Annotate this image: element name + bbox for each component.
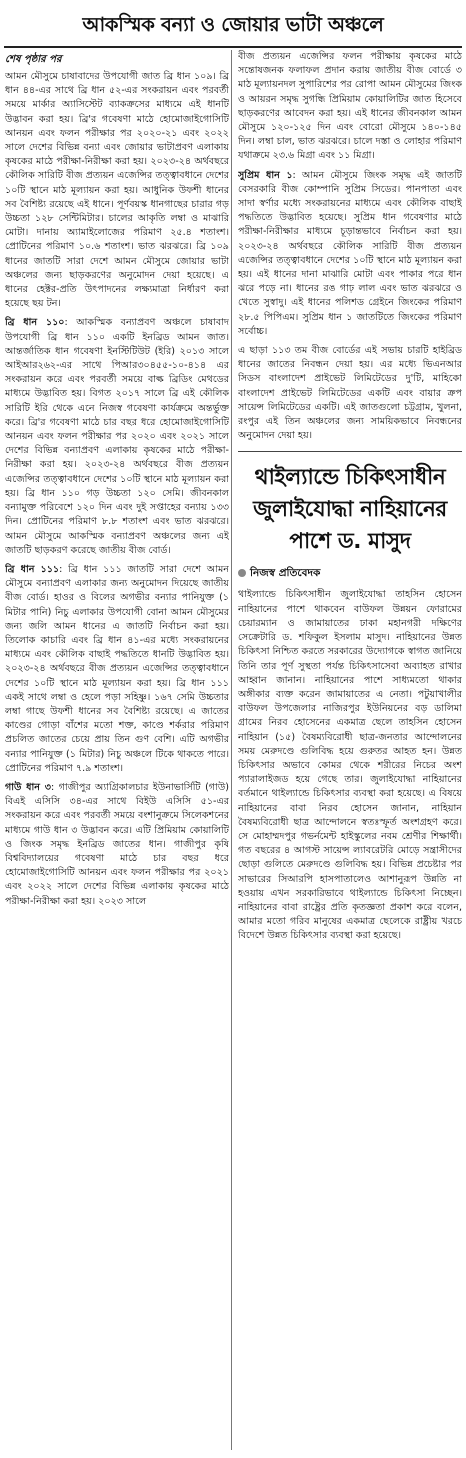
left-column <box>5 50 229 1454</box>
paragraph-gau-3 <box>5 781 229 909</box>
paragraph-gau-3-continued: বীজ প্রত্যয়ন এজেন্সির ফলন পরীক্ষায় কৃষকের মাঠে সন্তোষজনক ফলাফল প্রদান করায় জাতীয় বীজ বোর্ডে ৩ মাঠ মূল্যায়নদল সুপারিশের পর রোপা আমন মৌসুমের জিংক ও আয়রন সমৃদ্ধ সুগন্ধি প্রিমিয়াম কোয়ালিটির জাত হিসেবে ছাড়করণের আবেদন করা হয়। এই ধানের জীবনকাল আমন মৌসুমে ১২০-১২৫ দিন এবং বোরো মৌসুমে ১৪০-১৪৫ দিন। লম্বা চাল, ভাত ঝরঝরে। চালে দস্তা ও লোহার পরিমাণ যথাক্রমে ২৩.৬ মিগ্রা এবং ১১ মিগ্রা। <box>238 51 462 162</box>
paragraph-supreme-1-text: : আমন মৌসুমে জিংক সমৃদ্ধ এই জাতটি বেসরকারি বীজ কোম্পানি সুপ্রিম সিডের। পানপাতা এবং সাদা স্বর্ণার মধ্যে সংকরায়নের মাধ্যমে এবং কৌলিক বাছাই পদ্ধতিতে উদ্ভাবিত হয়েছে। সুপ্রিম ধান গবেষণার মাঠে পরীক্ষা-নিরীক্ষার মাধ্যমে চূড়ান্তভাবে নির্বাচন করা হয়। ২০২৩-২৪ অর্থবছরে কৌলিক সারিটি বীজ প্রত্যয়ন এজেন্সির তত্ত্বাবধানে দেশের ১০টি স্থানে মাঠ মূল্যায়ন করা হয়। এই ধানের দানা মাঝারি মোটা এবং পাকার পরে ধান ঝরে পড়ে না। ধানের রঙ গাঢ় লাল এবং ভাত ঝরঝরে ও খেতে সুস্বাদু। এই ধানের পলিশড গ্রেইনে জিংকের পরিমাণ ২৮.৫ পিপিএম। সুপ্রিম ধান ১ জাতটিতে জিংকের পরিমাণ সর্বোচ্চ। <box>238 169 462 337</box>
story-separator <box>238 451 462 452</box>
story-headline: থাইল্যান্ডে চিকিৎসাধীন জুলাইযোদ্ধা নাহিয়ানের পাশে ড. মাসুদ <box>253 465 447 555</box>
subhead-bri-110: ব্রি ধান ১১০ <box>5 317 65 329</box>
article-headline: আকস্মিক বন্যা ও জোয়ার ভাটা অঞ্চলে <box>4 4 462 48</box>
paragraph-supreme-1 <box>238 169 462 339</box>
paragraph-hybrid-registration: এ ছাড়া ১১৩ তম বীজ বোর্ডের এই সভায় চারটি হাইব্রিড ধানের জাতের নিবন্ধন দেয়া হয়। এর মধ্যে ভিএনআর সিডস বাংলাদেশ প্রাইভেট লিমিটেডের দু'টি, মাহিকো বাংলাদেশ প্রাইভেট লিমিটেডের একটি এবং বায়ার ক্রপ সায়েন্স লিমিটেডের একটি। এই জাতগুলো চট্টগ্রাম, খুলনা, রংপুর এই তিন অঞ্চলের জন্য সাময়িকভাবে নিবন্ধনের অনুমোদন দেয়া হয়। <box>238 345 462 442</box>
subhead-supreme-1: সুপ্রিম ধান ১ <box>238 169 293 181</box>
paragraph-bri-110-text: : আকস্মিক বন্যাপ্রবণ অঞ্চলে চাষাবাদ উপযোগী ব্রি ধান ১১০ একটি ইনব্রিড আমন জাত। আন্তর্জাতিক ধান গবেষণা ইনস্টিটিউট (ইরি) ২০১৩ সালে আইআর২৬২-এর সাথে পিআর৩০৪৫৫-১০-৪১৪ এর সংকরায়ন করে এবং পরবর্তী সময়ে বাল্ক ব্রিডিং মেথডের মাধ্যমে উদ্ভাবিত হয়। বিগত ২০১৭ সালে ব্রি এই কৌলিক সারিটি ইরি থেকে এনে নিজস্ব গবেষণা কার্যক্রমে অন্তর্ভুক্ত করে। ব্রি'র গবেষণা মাঠে চার বছর ধরে হোমোজাইগোসিটি আনয়ন এবং ফলন পরীক্ষার পর ২০২০ এবং ২০২১ সালে দেশের বিভিন্ন বন্যাপ্রবণ এলাকায় কৃষকের মাঠে পরীক্ষা-নিরীক্ষা করা হয়। ২০২৩-২৪ অর্থবছরে বীজ প্রত্যয়ন এজেন্সির তত্ত্বাবধানে দেশের ১০টি স্থানে মাঠ মূল্যায়ন করা হয়। ব্রি ধান ১১০ গড় উচ্চতা ১২০ সেমি। জীবনকাল বন্যামুক্ত পরিবেশে ১২০ দিন এবং দুই সপ্তাহের বন্যায় ১৩৩ দিন। প্রোটিনের পরিমাণ ৮.৮ শতাংশ এবং ভাত ঝরঝরে। আমন মৌসুমে আকস্মিক বন্যাপ্রবণ অঞ্চলের জন্য এই জাতটি ছাড়করণ করেছে জাতীয় বীজ বোর্ড। <box>5 317 229 556</box>
bullet-icon <box>238 569 246 577</box>
story-body: থাইল্যান্ডে চিকিৎসাধীন জুলাইযোদ্ধা তাহসিন হোসেন নাহিয়ানের পাশে থাকবেন বাউফল উন্নয়ন ফোরামের চেয়ারম্যান ও জামায়াতের ঢাকা মহানগরী দক্ষিণের সেক্রেটারি ড. শফিকুল ইসলাম মাসুদ। নাহিয়ানের উন্নত চিকিৎসা নিশ্চিত করতে সরকারের উদ্যোগকে স্বাগত জানিয়ে তিনি তার পূর্ণ সুস্থতা পর্যন্ত চিকিৎসাসেবা অব্যাহত রাখার আহ্বান জানান। নাহিয়ানের পাশে সাধ্যমতো থাকার অঙ্গীকার ব্যক্ত করেন জামায়াতের এ নেতা। পটুয়াখালীর বাউফল উপজেলার নাজিরপুর ইউনিয়নের বড় ডালিমা গ্রামের নিরব হোসেনের একমাত্র ছেলে তাহসিন হোসেন নাহিয়ান (১৫) বৈষম্যবিরোধী ছাত্র-জনতার আন্দোলনের সময় মেরুদণ্ডে গুলিবিদ্ধ হয়ে গুরুতর আহত হন। উন্নত চিকিৎসার অভাবে কোমর থেকে শরীরের নিচের অংশ প্যারালাইজড হয়ে গেছে তার। জুলাইযোদ্ধা নাহিয়ানের বর্তমানে থাইল্যান্ডে চিকিৎসার ব্যবস্থা করা হয়েছে। এ বিষয়ে নাহিয়ানের বাবা নিরব হোসেন জানান, নাহিয়ান বৈষম্যবিরোধী ছাত্র আন্দোলনে স্বতঃস্ফূর্ত অংশগ্রহণ করে। সে মোহাম্মদপুর গভর্নমেন্ট হাইস্কুলের নবম শ্রেণীর শিক্ষার্থী। গত বছরের ৪ আগস্ট সায়েন্স ল্যাবরেটরি মোড়ে সন্ত্রাসীদের ছোড়া গুলিতে মেরুদণ্ডে গুলিবিদ্ধ হয়। বিভিন্ন প্রচেষ্টার পর সাভারের সিআরপি হাসপাতালেও আশানুরূপ উন্নতি না হওয়ায় এখন সরকারিভাবে থাইল্যান্ডে চিকিৎসা নিচ্ছেন। নাহিয়ানের বাবা রাষ্ট্রের প্রতি কৃতজ্ঞতা প্রকাশ করে বলেন, আমার মতো গরিব মানুষের একমাত্র ছেলেকে রাষ্ট্রীয় খরচে বিদেশে উন্নত চিকিৎসার ব্যবস্থা করা হয়েছে। <box>238 589 462 942</box>
paragraph-bri-110 <box>5 316 229 557</box>
subhead-gau-3: গাউ ধান ৩ <box>5 781 51 793</box>
paragraph-bri-111 <box>5 563 229 776</box>
column-divider <box>231 50 232 1450</box>
subhead-bri-111: ব্রি ধান ১১১ <box>5 563 60 575</box>
right-column <box>238 50 462 1454</box>
byline <box>238 564 462 582</box>
continued-label: শেষ পৃষ্ঠার পর <box>5 54 62 65</box>
paragraph-bri-111-text: : ব্রি ধান ১১১ জাতটি সারা দেশে আমন মৌসুমে বন্যাপ্রবণ এলাকার জন্য অনুমোদন দিয়েছে জাতীয় বীজ বোর্ড। হাওর ও বিলের অগভীর বন্যার পানিযুক্ত (১ মিটার পানি) নিচু এলাকার উপযোগী বোনা আমন মৌসুমের জন্য জলি আমন ধানের এ জাতটি নির্বাচন করা হয়। তিলোক কাচারি এবং ব্রি ধান ৪১-এর মধ্যে সংকরায়নের মাধ্যমে এবং কৌলিক বাছাই পদ্ধতিতে ধানটি উদ্ভাবিত হয়। ২০২৩-২৪ অর্থবছরে বীজ প্রত্যয়ন এজেন্সির তত্ত্বাবধানে দেশের ১০টি স্থানে মাঠ মূল্যায়ন করা হয়। ব্রি ধান ১১১ একই সাথে লম্বা ও হেলে পড়া সহিষ্ণু। ১৬৭ সেমি উচ্চতার লম্বা গাছে উফশী ধানের সব বৈশিষ্ট্য রয়েছে। এ জাতের কাণ্ডের গোড়া বাঁশের মতো শক্ত, কাণ্ডে শর্করার পরিমাণ প্রচলিত জাতের চেয়ে প্রায় তিন গুণ বেশি। এটি অগভীর বন্যার পানিযুক্ত (১ মিটার) নিচু অঞ্চলে টিকে থাকতে পারে। প্রোটিনের পরিমাণ ৭.৯ শতাংশ। <box>5 563 229 774</box>
paragraph-bri-109: আমন মৌসুমে চাষাবাদের উপযোগী জাত ব্রি ধান ১০৯। ব্রি ধান ৪৪-এর সাথে ব্রি ধান ৫২-এর সংকরায়ন এবং পরবর্তী সময়ে মার্কার অ্যাসিস্টেট ব্যাকক্রসের মাধ্যমে এই ধানটি উদ্ভাবন করা হয়। ব্রি'র গবেষণা মাঠে হোমোজাইগোসিটি আনয়ন এবং ফলন পরীক্ষার পর ২০২০-২১ এবং ২০২২ সালে দেশের বিভিন্ন বন্যা এবং জোয়ার ভাটাপ্রবণ এলাকায় কৃষকের মাঠে পরীক্ষা-নিরীক্ষা করা হয়। ২০২৩-২৪ অর্থবছরে কৌলিক সারিটি বীজ প্রত্যয়ন এজেন্সির তত্ত্বাবধানে দেশের ১০টি স্থানে মাঠ মূল্যায়ন করা হয়। আধুনিক উফশী ধানের সব বৈশিষ্ট্য রয়েছে এই ধানে। পূর্ণবয়স্ক ধানগাছের চারার গড় উচ্চতা ১২৮ সেন্টিমিটার। চালের আকৃতি লম্বা ও মাঝারি মোটা। দানায় অ্যামাইলোজের পরিমাণ ২৫.৪ শতাংশ। প্রোটিনের পরিমাণ ১০.৬ শতাংশ। ভাত ঝরঝরে। ব্রি ১০৯ ধানের জাতটি সারা দেশে আমন মৌসুমে জোয়ার ভাটা অঞ্চলের জন্য ছাড়করণের অনুমোদন দেয়া হয়েছে। এ ধানের হেক্টর-প্রতি উৎপাদনের লক্ষ্যমাত্রা নির্ধারণ করা হয়েছে ছয় টন। <box>5 71 229 310</box>
byline-text: নিজস্ব প্রতিবেদক <box>250 567 321 580</box>
paragraph-gau-3-text: : গাজীপুর অ্যাগ্রিকালচার ইউনাভার্সিটি (গাউ) বিএই এসিসি ৩৪-এর সাথে বিইউ এসিসি ৫১-এর সংকরায়ন করে এবং পরবর্তী সময়ে বংশানুক্রমে সিলেকশনের মাধ্যমে গাউ ধান ৩ উদ্ভাবন করে। এটি প্রিমিয়াম কোয়ালিটি ও জিংক সমৃদ্ধ ইনব্রিড জাতের ধান। গাজীপুর কৃষি বিশ্ববিদ্যালয়ের গবেষণা মাঠে চার বছর ধরে হোমোজাইগোসিটি আনয়ন এবং ফলন পরীক্ষার পর ২০২১ এবং ২০২২ সালে দেশের বিভিন্ন এলাকায় কৃষকের মাঠে পরীক্ষা-নিরীক্ষা করা হয়। ২০২৩ সালে <box>5 781 229 907</box>
